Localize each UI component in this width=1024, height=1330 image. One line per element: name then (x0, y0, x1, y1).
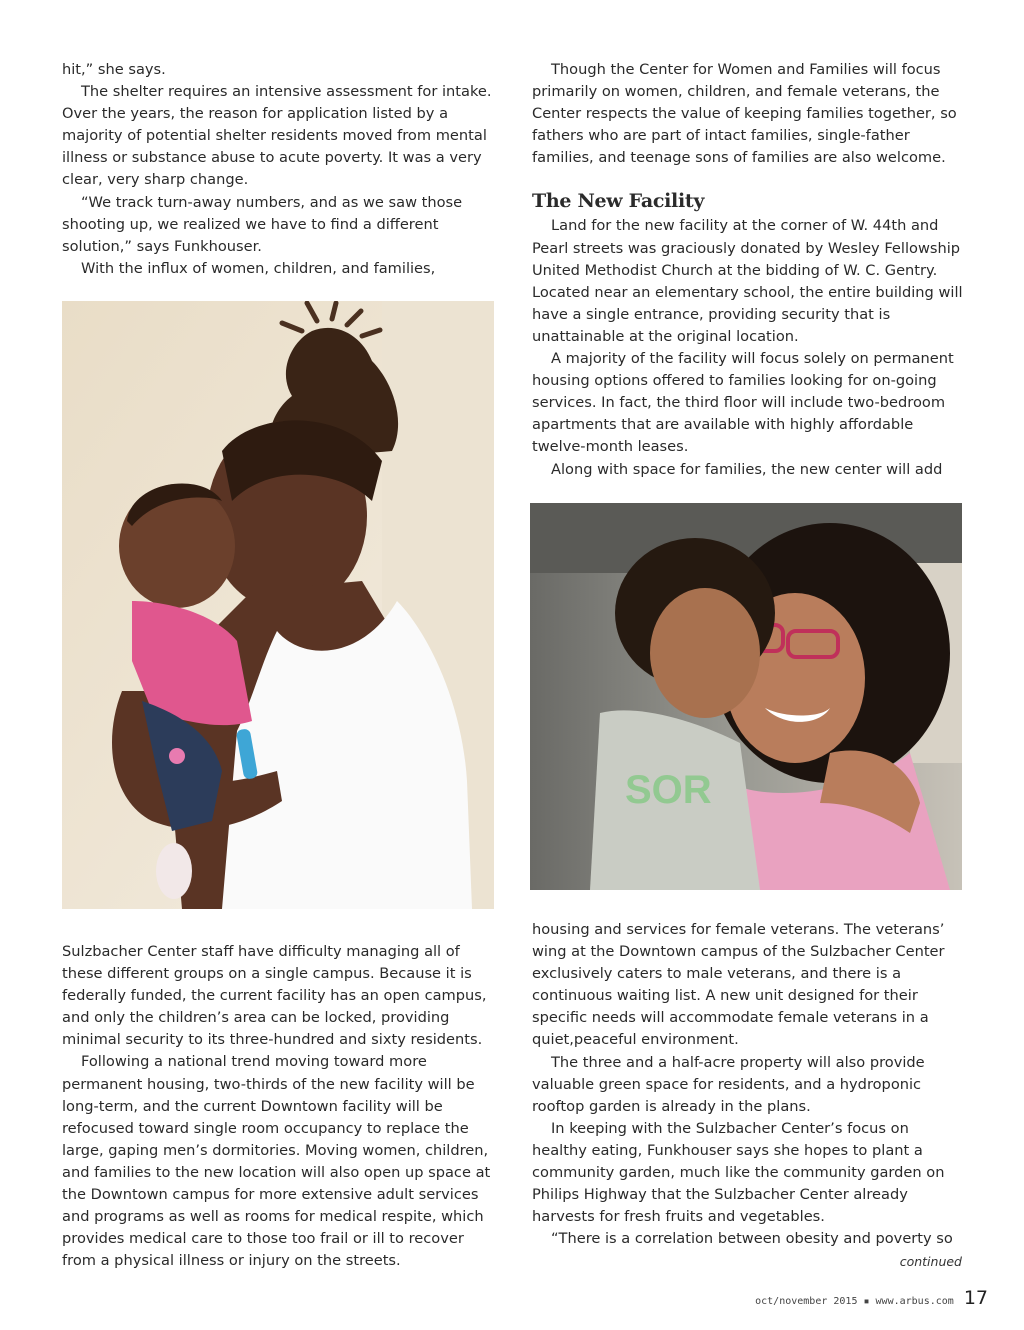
page-number: 17 (963, 1287, 988, 1309)
paragraph: Following a national trend moving toward more permanent housing, two-thirds of the new facility will be long-term, and the current Downtown facility will be refocused toward single room occupancy to replace the large, gaping men’s dormitories. Moving women, children, and families to the new location will also open up space at the Downtown campus for more extensive adult services and programs as well as rooms for medical respite, which provides medical care to those too frail or ill to recover from a physical illness or injury on the streets. (62, 1053, 491, 1270)
paragraph: hit,” she says. (62, 61, 166, 78)
right-column-bottom (532, 919, 964, 1250)
paragraph: Though the Center for Women and Families will focus primarily on women, children, and female veterans, the Center respects the value of keeping families together, so fathers who are part of intact families, single-father families, and teenage sons of families are also welcome. (532, 61, 957, 167)
paragraph: housing and services for female veterans. The veterans’ wing at the Downtown campus of the Sulzbacher Center exclusively caters to male veterans, and there is a continuous waiting list. A new unit designed for their specific needs will accommodate female veterans in a quiet,peaceful environment. (532, 921, 945, 1049)
mother-and-baby-photo (62, 301, 494, 909)
paragraph: “There is a correlation between obesity and poverty so (551, 1230, 953, 1248)
paragraph: A majority of the facility will focus solely on permanent housing options offered to families looking for on-going services. In fact, the third floor will include two-bedroom apartments that are available with highly affordable twelve-month leases. (532, 350, 954, 456)
paragraph: “We track turn-away numbers, and as we saw those shooting up, we realized we have to find a different solution,” says Funkhouser. (62, 193, 463, 255)
page-footer (755, 1287, 988, 1309)
left-column-bottom (62, 941, 494, 1272)
right-column-top (532, 59, 964, 481)
paragraph: Along with space for families, the new center will add (551, 460, 943, 478)
paragraph: The shelter requires an intensive assessment for intake. Over the years, the reason for application listed by a majority of potential shelter residents moved from mental illness or substance abuse to acute poverty. It was a very clear, very sharp change. (62, 83, 492, 189)
paragraph: Land for the new facility at the corner of W. 44th and Pearl streets was graciously donated by Wesley Fellowship United Methodist Church at the bidding of W. C. Gentry. Located near an elementary school, the entire building will have a single entrance, providing security that is unattainable at the original location. (532, 217, 963, 345)
paragraph: In keeping with the Sulzbacher Center’s focus on healthy eating, Funkhouser says she hopes to plant a community garden, much like the community garden on Philips Highway that the Sulzbacher Center already harvests for fresh fruits and vegetables. (532, 1119, 945, 1226)
footer-publication-info: oct/november 2015 ▪ www.arbus.com (755, 1296, 954, 1307)
paragraph: Sulzbacher Center staff have difficulty managing all of these different groups on a single campus. Because it is federally funded, the current facility has an open campus, and only the children’s area can be locked, providing minimal security to its three-hundred and sixty residents. (62, 943, 487, 1049)
left-column-top (62, 59, 494, 280)
section-heading: The New Facility (532, 190, 705, 213)
svg-text:SOR: SOR (625, 768, 712, 812)
paragraph: The three and a half-acre property will also provide valuable green space for residents, and a hydroponic rooftop garden is already in the plans. (532, 1053, 925, 1115)
continued-label: continued (899, 1254, 962, 1269)
paragraph: With the influx of women, children, and families, (81, 259, 436, 277)
girl-and-woman-photo (530, 503, 962, 890)
